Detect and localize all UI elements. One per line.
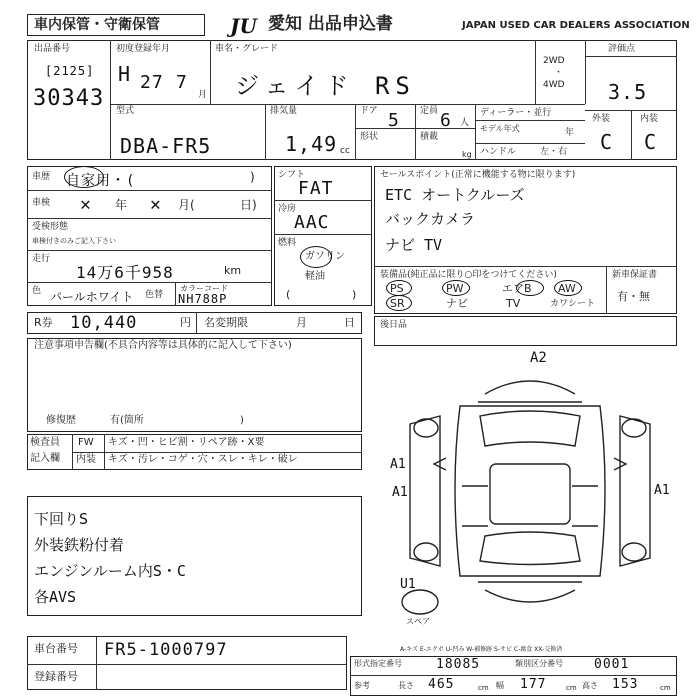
- ac-label: 冷房: [278, 204, 297, 214]
- fuel-diesel: 軽油: [305, 271, 325, 282]
- load-unit: kg: [462, 150, 472, 159]
- equipment-ps: [386, 282, 422, 312]
- equipment-label: 装備品(純正品に限り○印をつけてください): [380, 270, 557, 280]
- fuel-other-close: ): [352, 288, 357, 301]
- inspection-day-unit: 日): [240, 198, 257, 212]
- repair-value: 有(箇所: [110, 415, 144, 426]
- damage-mark-a2: A2: [530, 350, 547, 366]
- model-value: DBA-FR5: [120, 134, 212, 158]
- damage-mark-a1-left-upper: A1: [390, 457, 406, 472]
- usage-close: ): [250, 170, 255, 184]
- model-label: 型式: [116, 106, 135, 116]
- equipment-airbag-name: TV: [506, 297, 521, 310]
- association-name: JAPAN USED CAR DEALERS ASSOCIATION: [462, 20, 690, 31]
- remark-line-2: 外装鉄粉付着: [34, 536, 125, 554]
- drive-sep: ・: [554, 68, 564, 78]
- selling-point-3: ナビ TV: [385, 236, 443, 254]
- car-name-label: 車名・グレード: [215, 44, 279, 54]
- inspector-label-2: 記入欄: [30, 453, 60, 464]
- retrofit-block: [374, 316, 677, 346]
- inspection-cert-note: 車検付きのみご記入下さい: [32, 237, 116, 245]
- equipment-ps-code: PS: [390, 282, 404, 295]
- lot-number: 30343: [33, 86, 105, 111]
- remark-line-4: 各AVS: [34, 588, 77, 606]
- fuel-gasoline: ガソリン: [305, 251, 345, 262]
- color-change-label: 色替: [145, 290, 164, 300]
- equipment-ps-circle: [386, 280, 412, 296]
- fuel-gasoline-circle: [300, 246, 332, 268]
- car-damage-diagram: [370, 346, 690, 632]
- model-year-unit: 年: [565, 128, 575, 138]
- height-label: 高さ: [582, 681, 598, 690]
- height-value: 153: [612, 677, 639, 692]
- type-no-label: 形式指定番号: [354, 659, 402, 668]
- form-title: 愛知 出品申込書: [268, 14, 393, 34]
- width-value: 177: [520, 677, 547, 692]
- inspector-row1-head: FW: [78, 437, 94, 448]
- model-year-label: モデル年式: [480, 124, 520, 133]
- length-unit: cm: [478, 684, 489, 692]
- type-no: 18085: [436, 657, 481, 672]
- inspector-label-1: 検査員: [30, 437, 60, 448]
- mileage-label: 走行: [32, 254, 51, 264]
- handle-options: 左・右: [540, 147, 568, 157]
- handle-label: ハンドル: [480, 147, 517, 157]
- inspection-mark-1: ✕: [80, 194, 92, 215]
- equipment-sr: SR: [390, 297, 405, 310]
- mileage-unit: km: [224, 264, 242, 277]
- damage-mark-a1-right: A1: [654, 483, 670, 498]
- registration-era: H: [118, 62, 132, 86]
- new-car-warranty-options: 有・無: [617, 290, 650, 303]
- grade-interior: C: [644, 130, 658, 154]
- inspection-month-unit: 月(: [178, 198, 195, 212]
- equipment-aw-circle: [554, 280, 582, 296]
- inspection-year-unit: 年: [115, 198, 128, 212]
- drive-2wd: 2WD: [543, 56, 565, 66]
- displacement-unit: cc: [340, 146, 350, 156]
- usage-value: 自家用・(: [66, 173, 136, 189]
- grade-label: 評価点: [608, 44, 636, 54]
- repair-label: 修復歴: [46, 415, 76, 426]
- recycle-value: 10,440: [70, 313, 138, 333]
- fuel-other-open: (: [286, 288, 291, 301]
- spare-label: スペア: [406, 617, 430, 626]
- dealer-label: ディーラー・並行: [480, 108, 552, 118]
- inspector-row1: キズ・凹・ヒビ割・リペア跡・X要: [108, 437, 265, 448]
- displacement-value: 1,49: [285, 132, 338, 156]
- shift-label: シフト: [278, 170, 306, 180]
- color-value: パールホワイト: [50, 290, 134, 304]
- selling-point-2: バックカメラ: [385, 210, 476, 228]
- equipment-pw-circle: [442, 280, 470, 296]
- capacity-value: 6: [440, 110, 452, 131]
- color-code-label: カラーコード: [180, 284, 228, 293]
- grade-exterior: C: [600, 130, 614, 154]
- recycle-unit: 円: [180, 316, 191, 329]
- damage-mark-u1: U1: [400, 577, 416, 592]
- doors-label: ドア: [360, 106, 378, 116]
- fuel-label: 燃料: [278, 238, 297, 248]
- equipment-aw: [548, 282, 604, 312]
- doors-value: 5: [388, 110, 400, 131]
- storage-label-box: [27, 14, 205, 36]
- ju-logo: [230, 14, 257, 38]
- registration-month: 7: [176, 72, 188, 93]
- shift-value: FAT: [298, 178, 334, 199]
- name-change-month-unit: 月: [296, 316, 307, 329]
- registration-month-unit: 月: [198, 90, 208, 100]
- registration-year: 27: [140, 72, 164, 93]
- mileage-value: 14万6千958: [76, 263, 174, 282]
- color-label: 色: [32, 286, 42, 296]
- repair-close: ): [240, 415, 244, 426]
- storage-label: 車内保管・守衛保管: [34, 17, 160, 33]
- equipment-airbag: [496, 282, 546, 312]
- inspector-row2-head: 内装: [76, 454, 96, 465]
- inspection-mark-2: ✕: [150, 194, 162, 215]
- ref-label: 参考: [354, 681, 370, 690]
- equipment-sr-circle: [386, 295, 412, 311]
- ju-logo-mark: JU: [230, 14, 257, 38]
- class-no-label: 類別区分番号: [515, 659, 563, 668]
- load-label: 積載: [420, 132, 439, 142]
- capacity-label: 定員: [420, 106, 439, 116]
- equipment-pw-name: ナビ: [446, 297, 468, 310]
- new-car-warranty-label: 新車保証書: [612, 270, 658, 280]
- name-change-day-unit: 日: [344, 316, 355, 329]
- grade-value: 3.5: [608, 80, 648, 104]
- equipment-aw-code: AW: [558, 282, 576, 295]
- car-name-value: ジェイド RS: [235, 72, 416, 100]
- recycle-label: R券: [34, 316, 53, 329]
- width-label: 幅: [496, 681, 504, 690]
- usage-label: 車歴: [32, 172, 51, 182]
- length-value: 465: [428, 677, 455, 692]
- retrofit-label: 後日品: [380, 320, 408, 330]
- inspection-cert-label: 受検形態: [32, 222, 69, 232]
- capacity-unit: 人: [460, 118, 470, 128]
- lot-label: 出品番号: [34, 44, 71, 54]
- ac-value: AAC: [294, 212, 330, 233]
- notes-label: 注意事項申告欄(不具合内容等は具体的に記入して下さい): [34, 340, 292, 351]
- inspection-label: 車検: [32, 198, 51, 208]
- width-unit: cm: [566, 684, 577, 692]
- class-no: 0001: [594, 657, 630, 672]
- equipment-pw-code: PW: [446, 282, 464, 295]
- inspector-row2: キズ・汚レ・コゲ・穴・スレ・キレ・破レ: [108, 454, 298, 465]
- chassis-value: FR5-1000797: [104, 640, 228, 660]
- shape-label: 形状: [360, 132, 379, 142]
- height-unit: cm: [660, 684, 671, 692]
- grade-interior-label: 内装: [640, 114, 659, 124]
- color-code: NH788P: [178, 292, 228, 306]
- registration-label: 初度登録年月: [116, 44, 171, 54]
- remark-line-3: エンジンルーム内S・C: [34, 562, 186, 580]
- selling-point-1: ETC オートクルーズ: [385, 186, 525, 204]
- name-change-label: 名変期限: [204, 316, 248, 329]
- length-label: 長さ: [398, 681, 414, 690]
- selling-points-label: セールスポイント(正常に機能する物に限ります): [380, 170, 576, 180]
- damage-mark-a1-left-lower: A1: [392, 485, 408, 500]
- equipment-airbag-circle: [516, 280, 544, 296]
- displacement-label: 排気量: [270, 106, 298, 116]
- notes-block: [27, 338, 362, 432]
- damage-legend: A-キズ E-エクボ U-凹み W-補修跡 S-サビ C-腐食 XX-交換済: [400, 646, 563, 653]
- lot-code: [2125]: [45, 64, 95, 78]
- equipment-airbag-code: エアB: [502, 282, 532, 295]
- usage-circle: [64, 166, 104, 188]
- remark-line-1: 下回りS: [34, 510, 89, 528]
- equipment-pw: [440, 282, 480, 312]
- grade-exterior-label: 外装: [592, 114, 611, 124]
- drive-4wd: 4WD: [543, 80, 565, 90]
- chassis-label: 車台番号: [34, 642, 78, 655]
- equipment-aw-name: カワシート: [550, 299, 596, 309]
- reg-number-label: 登録番号: [34, 670, 78, 683]
